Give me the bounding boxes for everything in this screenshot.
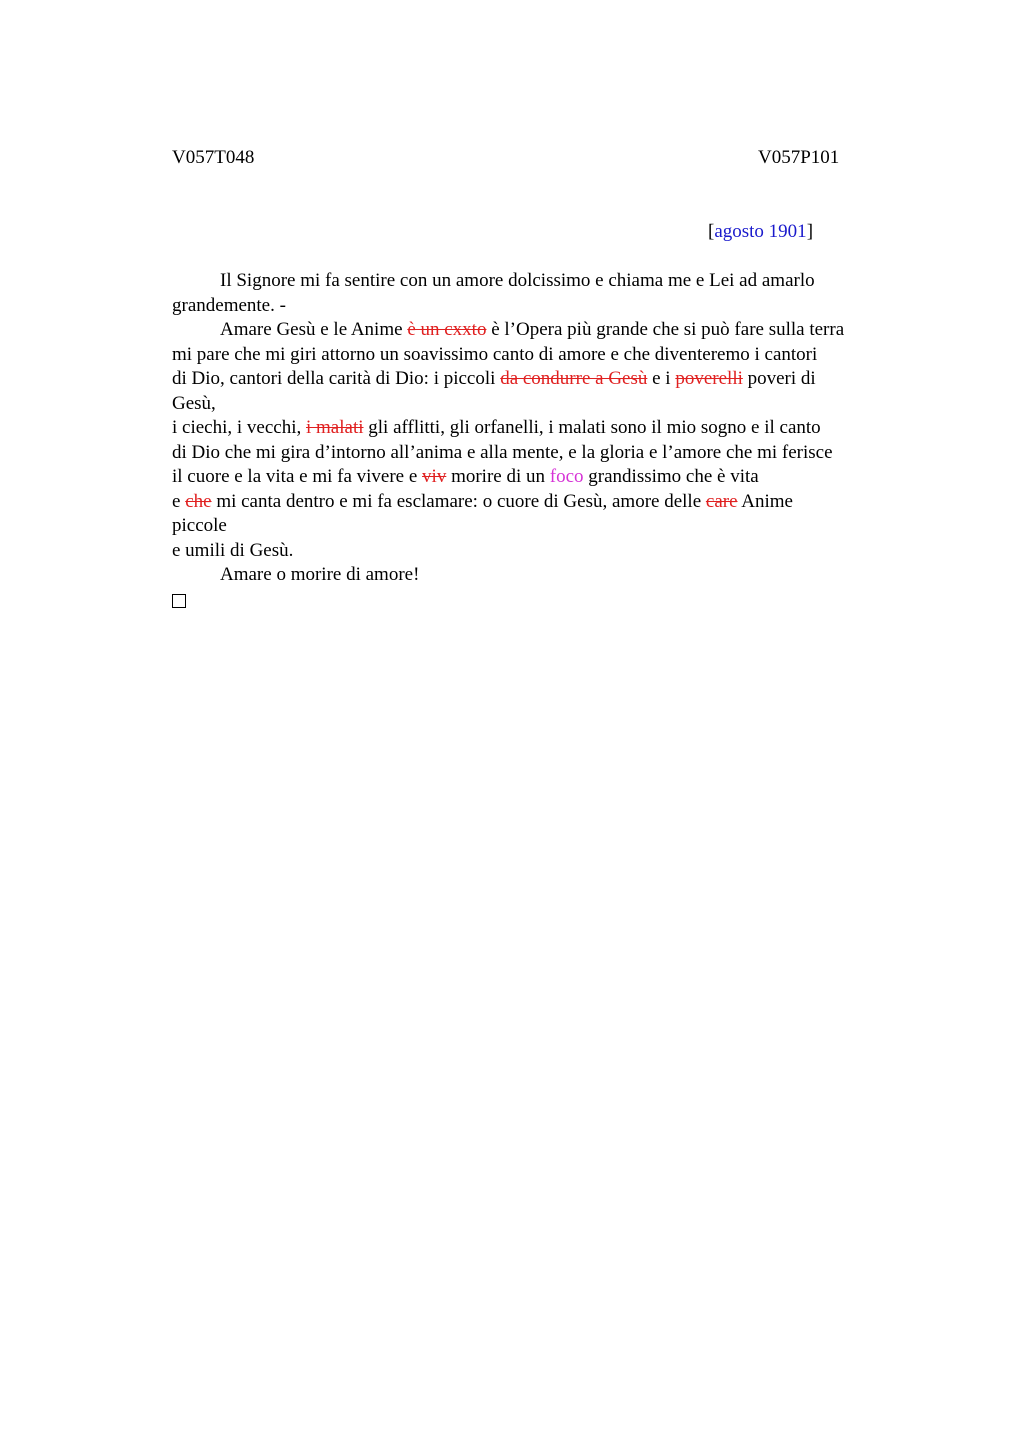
text-run: di Dio che mi gira d’intorno all’anima e alla mente, e la gloria e l’amore che mi ferisce (172, 441, 833, 463)
text-line (172, 269, 932, 294)
deleted-text: i malati (306, 417, 364, 438)
text-run: i ciechi, i vecchi, (172, 417, 306, 438)
text-line (172, 318, 932, 343)
text-run: piccole (172, 515, 227, 536)
deleted-text: che (185, 490, 212, 512)
text-run: il cuore e la vita e mi fa vivere e (172, 466, 423, 487)
text-line (172, 416, 932, 441)
deleted-text: viv (422, 466, 447, 487)
text-run: morire di un (446, 466, 550, 487)
text-run: Amare o morire di amore! (220, 564, 420, 585)
deleted-text: poverelli (675, 368, 743, 389)
text-run: e i (647, 368, 676, 389)
text-run: Gesù, (172, 392, 216, 414)
empty-square-icon (172, 594, 186, 608)
letter-body (172, 269, 932, 615)
text-line (172, 294, 932, 319)
date-close-bracket: ] (806, 221, 814, 242)
text-run: mi canta dentro e mi fa esclamare: o cuore di Gesù, amore delle (211, 490, 706, 512)
document-id-left: V057T048 (172, 147, 255, 168)
text-run: e (172, 490, 186, 512)
text-line (172, 514, 932, 539)
text-run: Il Signore mi fa sentire con un amore dolcissimo e chiama me e Lei ad amarlo (220, 270, 815, 291)
text-run: e umili di Gesù. (172, 539, 294, 561)
text-line (172, 441, 932, 466)
text-run: grandemente. - (172, 294, 286, 316)
date-open-bracket: [ (708, 221, 715, 242)
date-line (708, 221, 813, 243)
text-line (172, 490, 932, 515)
date-text: agosto 1901 (714, 221, 807, 242)
document-id-right: V057P101 (758, 147, 840, 168)
deleted-text: da condurre a Gesù (500, 368, 648, 389)
deleted-text: è un cxxto (407, 319, 487, 340)
text-run: gli afflitti, gli orfanelli, i malati sono il mio sogno e il canto (363, 417, 821, 438)
text-line (172, 367, 932, 392)
inserted-text: foco (549, 466, 584, 487)
text-line (172, 539, 932, 564)
end-marker (172, 588, 932, 616)
text-run: grandissimo che è vita (583, 466, 759, 487)
text-run: di Dio, cantori della carità di Dio: i piccoli (172, 368, 501, 389)
text-run: Anime (737, 490, 793, 512)
text-line (172, 465, 932, 490)
text-line (172, 563, 932, 588)
text-run: Amare Gesù e le Anime (220, 319, 408, 340)
text-line (172, 343, 932, 368)
deleted-text: care (705, 490, 738, 512)
text-run: poveri di (742, 368, 816, 389)
text-line (172, 392, 932, 417)
text-run: è l’Opera più grande che si può fare sulla terra (486, 319, 845, 340)
text-run: mi pare che mi giri attorno un soavissimo canto di amore e che diventeremo i cantori (172, 343, 818, 365)
